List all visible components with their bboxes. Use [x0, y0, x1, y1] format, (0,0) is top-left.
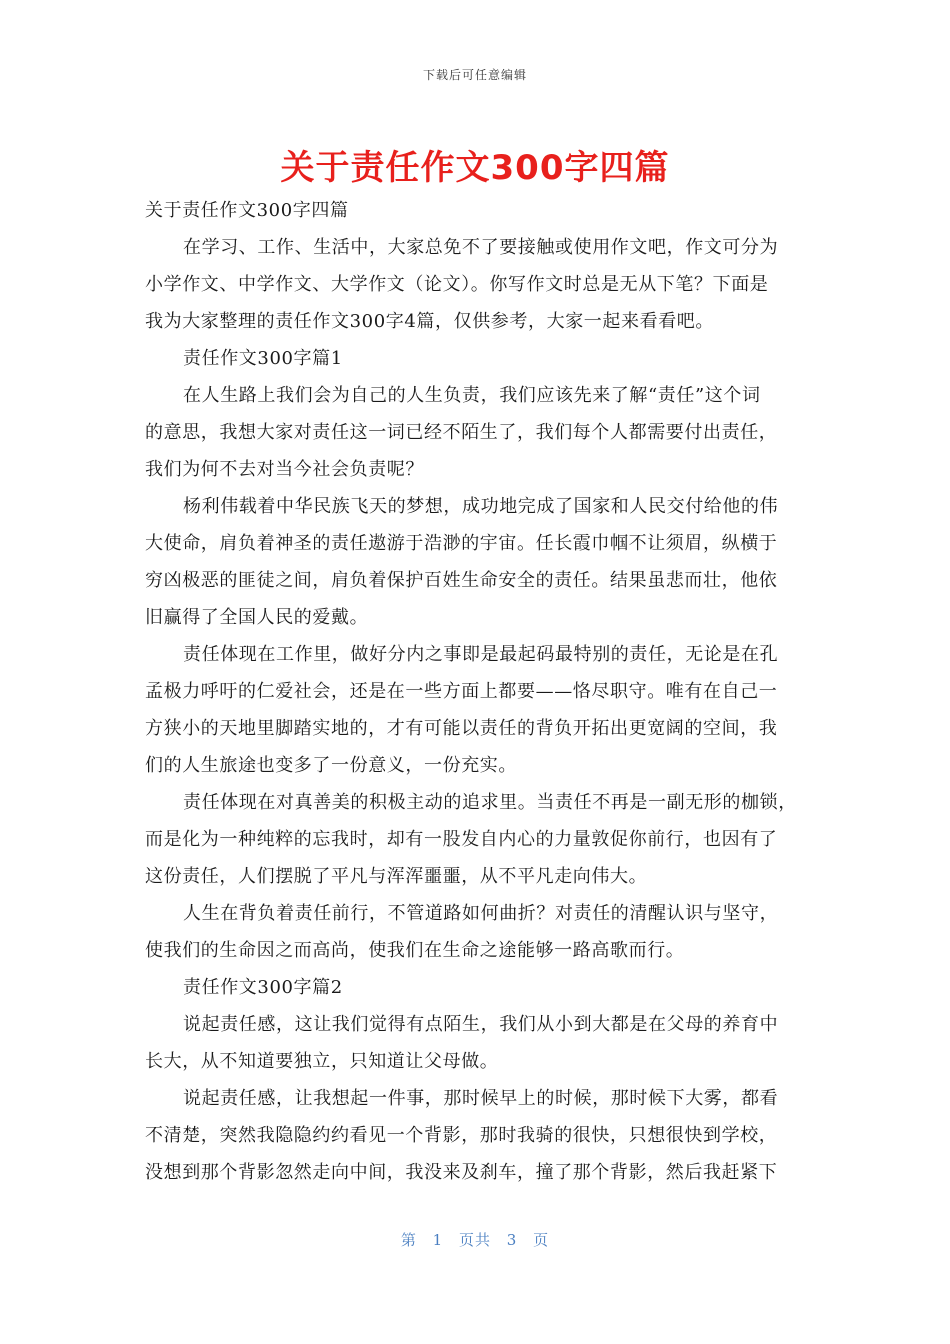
text-line: 穷凶极恶的匪徒之间，肩负着保护百姓生命安全的责任。结果虽悲而壮，他依 [145, 570, 778, 591]
text-line: 在学习、工作、生活中，大家总免不了要接触或使用作文吧，作文可分为 [183, 237, 779, 258]
text-line: 在人生路上我们会为自己的人生负责，我们应该先来了解“责任”这个词 [183, 385, 761, 406]
page-suffix-label: 页 [533, 1231, 550, 1249]
page-current-number: 1 [432, 1231, 444, 1249]
text-line: 长大，从不知道要独立，只知道让父母做。 [145, 1051, 499, 1072]
text-line: 的意思，我想大家对责任这一词已经不陌生了，我们每个人都需要付出责任， [145, 422, 778, 443]
text-line: 我们为何不去对当今社会负责呢？ [145, 459, 424, 480]
text-line: 说起责任感，让我想起一件事，那时候早上的时候，那时候下大雾，都看 [183, 1088, 779, 1109]
text-line: 人生在背负着责任前行，不管道路如何曲折？对责任的清醒认识与坚守， [183, 903, 779, 924]
text-line: 使我们的生命因之而高尚，使我们在生命之途能够一路高歌而行。 [145, 940, 685, 961]
text-line: 责任体现在对真善美的积极主动的追求里。当责任不再是一副无形的枷锁， [183, 792, 797, 813]
text-line: 说起责任感，这让我们觉得有点陌生，我们从小到大都是在父母的养育中 [183, 1014, 779, 1035]
document-body [145, 192, 805, 1191]
text-line: 而是化为一种纯粹的忘我时，却有一股发自内心的力量敦促你前行，也因有了 [145, 829, 778, 850]
text-line: 杨利伟载着中华民族飞天的梦想，成功地完成了国家和人民交付给他的伟 [183, 496, 779, 517]
text-line: 旧赢得了全国人民的爱戴。 [145, 607, 369, 628]
text-line: 大使命，肩负着神圣的责任遨游于浩渺的宇宙。任长霞巾帼不让须眉，纵横于 [145, 533, 778, 554]
text-line: 孟极力呼吁的仁爱社会，还是在一些方面上都要——恪尽职守。唯有在自己一 [145, 681, 778, 702]
page-of-label: 页共 [458, 1231, 491, 1249]
text-line: 小学作文、中学作文、大学作文（论文）。你写作文时总是无从下笔？下面是 [145, 274, 769, 295]
page-footer [0, 1229, 950, 1250]
text-line: 方狭小的天地里脚踏实地的，才有可能以责任的背负开拓出更宽阔的空间，我 [145, 718, 778, 739]
text-line: 不清楚，突然我隐隐约约看见一个背影，那时我骑的很快，只想很快到学校， [145, 1125, 778, 1146]
header-note: 下载后可任意编辑 [422, 68, 527, 82]
text-line: 没想到那个背影忽然走向中间，我没来及刹车，撞了那个背影，然后我赶紧下 [145, 1162, 778, 1183]
text-line: 责任体现在工作里，做好分内之事即是最起码最特别的责任，无论是在孔 [183, 644, 779, 665]
document-title: 关于责任作文300字四篇 [280, 148, 670, 188]
text-line: 们的人生旅途也变多了一份意义，一份充实。 [145, 755, 517, 776]
page-total-number: 3 [506, 1231, 518, 1249]
text-line: 责任作文300字篇2 [183, 977, 343, 998]
text-line: 我为大家整理的责任作文300字4篇，仅供参考，大家一起来看看吧。 [145, 311, 715, 332]
page-label: 第 [400, 1231, 417, 1249]
text-line: 责任作文300字篇1 [183, 348, 343, 369]
text-line: 关于责任作文300字四篇 [145, 200, 349, 221]
text-line: 这份责任，人们摆脱了平凡与浑浑噩噩，从不平凡走向伟大。 [145, 866, 648, 887]
